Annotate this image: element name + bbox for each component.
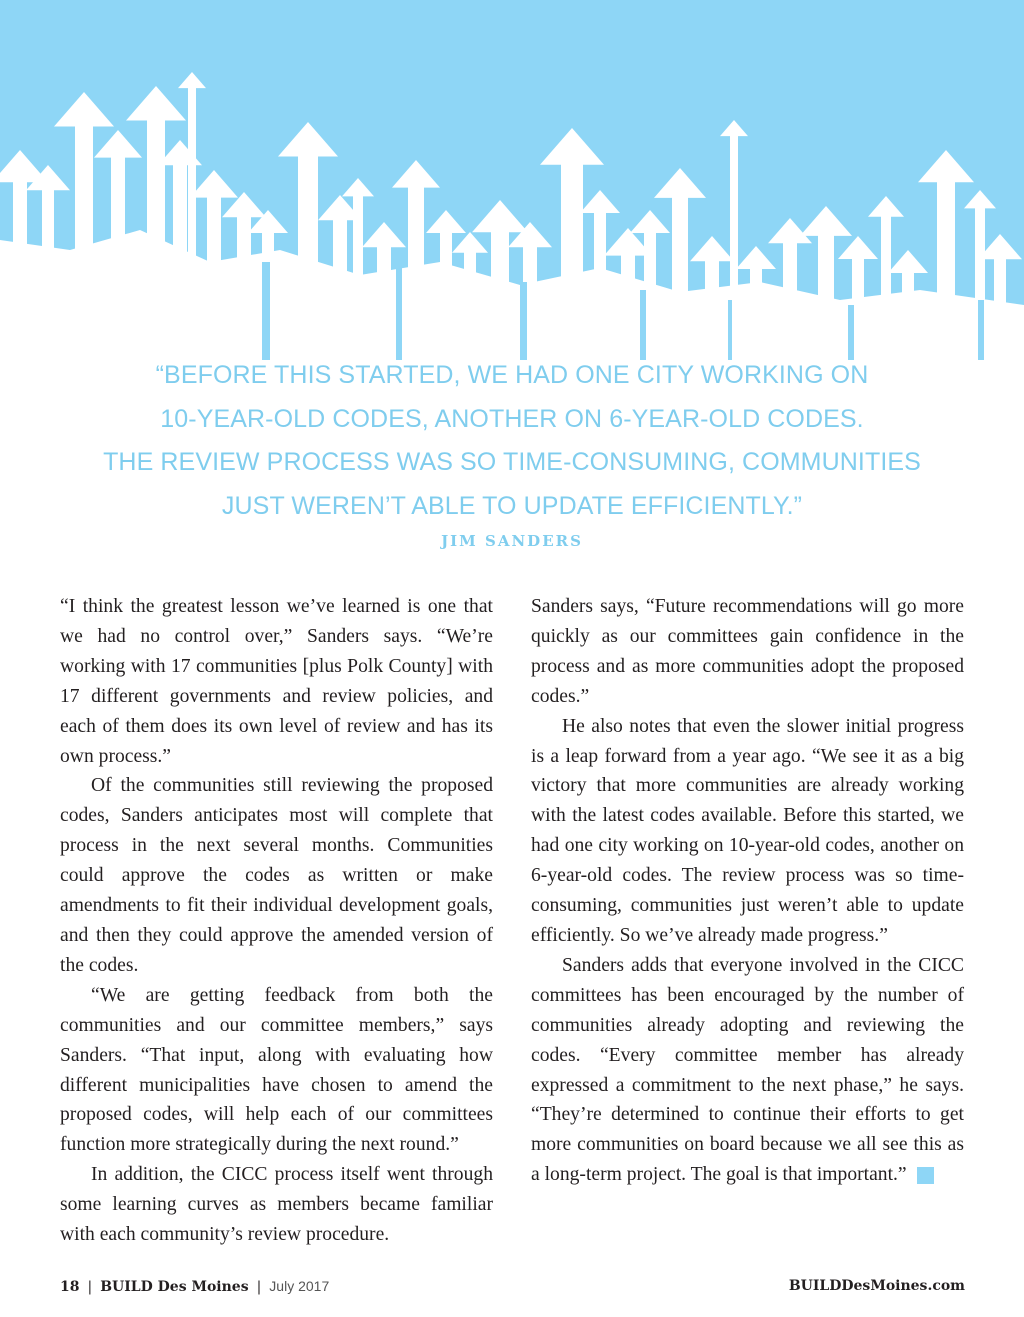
magazine-name: BUILD Des Moines bbox=[100, 1279, 249, 1295]
arrow-gap-shape bbox=[640, 290, 646, 360]
skyline-base-shape bbox=[0, 230, 1024, 360]
arrow-gap-shape bbox=[978, 300, 984, 360]
pull-quote-attribution: JIM SANDERS bbox=[441, 532, 583, 550]
article-paragraph: “We are getting feedback from both the communities and our committee members,” says Sanders. “That input, along with evaluating how different municipalities have chosen to amend the proposed codes, will help each of our committees function more strategically during the next round.” bbox=[60, 984, 493, 1156]
article-paragraph: Sanders says, “Future recommendations will go more quickly as our committees gain confidence in the process and as more communities adopt the proposed codes.” bbox=[531, 596, 964, 707]
article-paragraph bbox=[531, 951, 964, 1190]
website-link[interactable]: BUILDDesMoines.com bbox=[788, 1278, 965, 1294]
pull-quote-line: 10-YEAR-OLD CODES, ANOTHER ON 6-YEAR-OLD CODES. bbox=[160, 404, 864, 433]
article-paragraph: In addition, the CICC process itself went through some learning curves as members became familiar with each community’s review procedure. bbox=[60, 1164, 493, 1246]
page-number: 18 bbox=[60, 1279, 80, 1295]
arrow-gap-shape bbox=[728, 300, 732, 360]
pull-quote bbox=[40, 354, 984, 528]
article-paragraph: Of the communities still reviewing the proposed codes, Sanders anticipates most will complete that process in the next several months. Communities could approve the codes as written or make amendments to fit their individual development goals, and then they could approve the amended version of the codes. bbox=[60, 775, 493, 976]
end-of-article-icon: B bbox=[917, 1167, 934, 1184]
article-paragraph: He also notes that even the slower initial progress is a leap forward from a year ago. “We see it as a big victory that more communities are already working with the latest codes available. Before this started, we had one city working on 10-year-old codes, another on 6-year-old codes. The review process was so time-consuming, communities just weren’t able to update efficiently. So we’ve already made progress.” bbox=[531, 715, 964, 946]
footer-separator: | bbox=[87, 1279, 93, 1295]
footer-separator: | bbox=[256, 1279, 262, 1295]
arrow-skyline-banner bbox=[0, 0, 1024, 360]
arrow-gap-shape bbox=[520, 282, 527, 360]
page-footer bbox=[60, 1278, 965, 1300]
article-paragraph: “I think the greatest lesson we’ve learned is one that we had no control over,” Sanders says. “We’re working with 17 communities [plus Polk County] with 17 different governments and review policies, and each of them does its own level of review and has its own process.” bbox=[60, 596, 493, 767]
pull-quote-line: JUST WEREN’T ABLE TO UPDATE EFFICIENTLY.” bbox=[221, 491, 803, 520]
pull-quote-line: THE REVIEW PROCESS WAS SO TIME-CONSUMING, COMMUNITIES bbox=[103, 448, 921, 476]
footer-left bbox=[60, 1278, 329, 1295]
article-column-right bbox=[531, 592, 964, 1190]
article-column-left bbox=[60, 592, 493, 1250]
arrow-gap-shape bbox=[848, 305, 854, 360]
rising-arrows-graphic bbox=[0, 0, 1024, 360]
article-paragraph-text: Sanders adds that everyone involved in the CICC committees has been encouraged by the number of communities already adopting and reviewing the codes. “Every committee member has already expressed a commitment to the next phase,” he says. “They’re determined to continue their efforts to get more communities on board because we all see this as a long-term project. The goal is that important.” bbox=[531, 954, 964, 1186]
pull-quote-line: “BEFORE THIS STARTED, WE HAD ONE CITY WORKING ON bbox=[155, 361, 869, 389]
arrow-gap-shape bbox=[262, 262, 270, 360]
arrow-gap-shape bbox=[396, 268, 402, 360]
issue-date: July 2017 bbox=[269, 1278, 330, 1294]
